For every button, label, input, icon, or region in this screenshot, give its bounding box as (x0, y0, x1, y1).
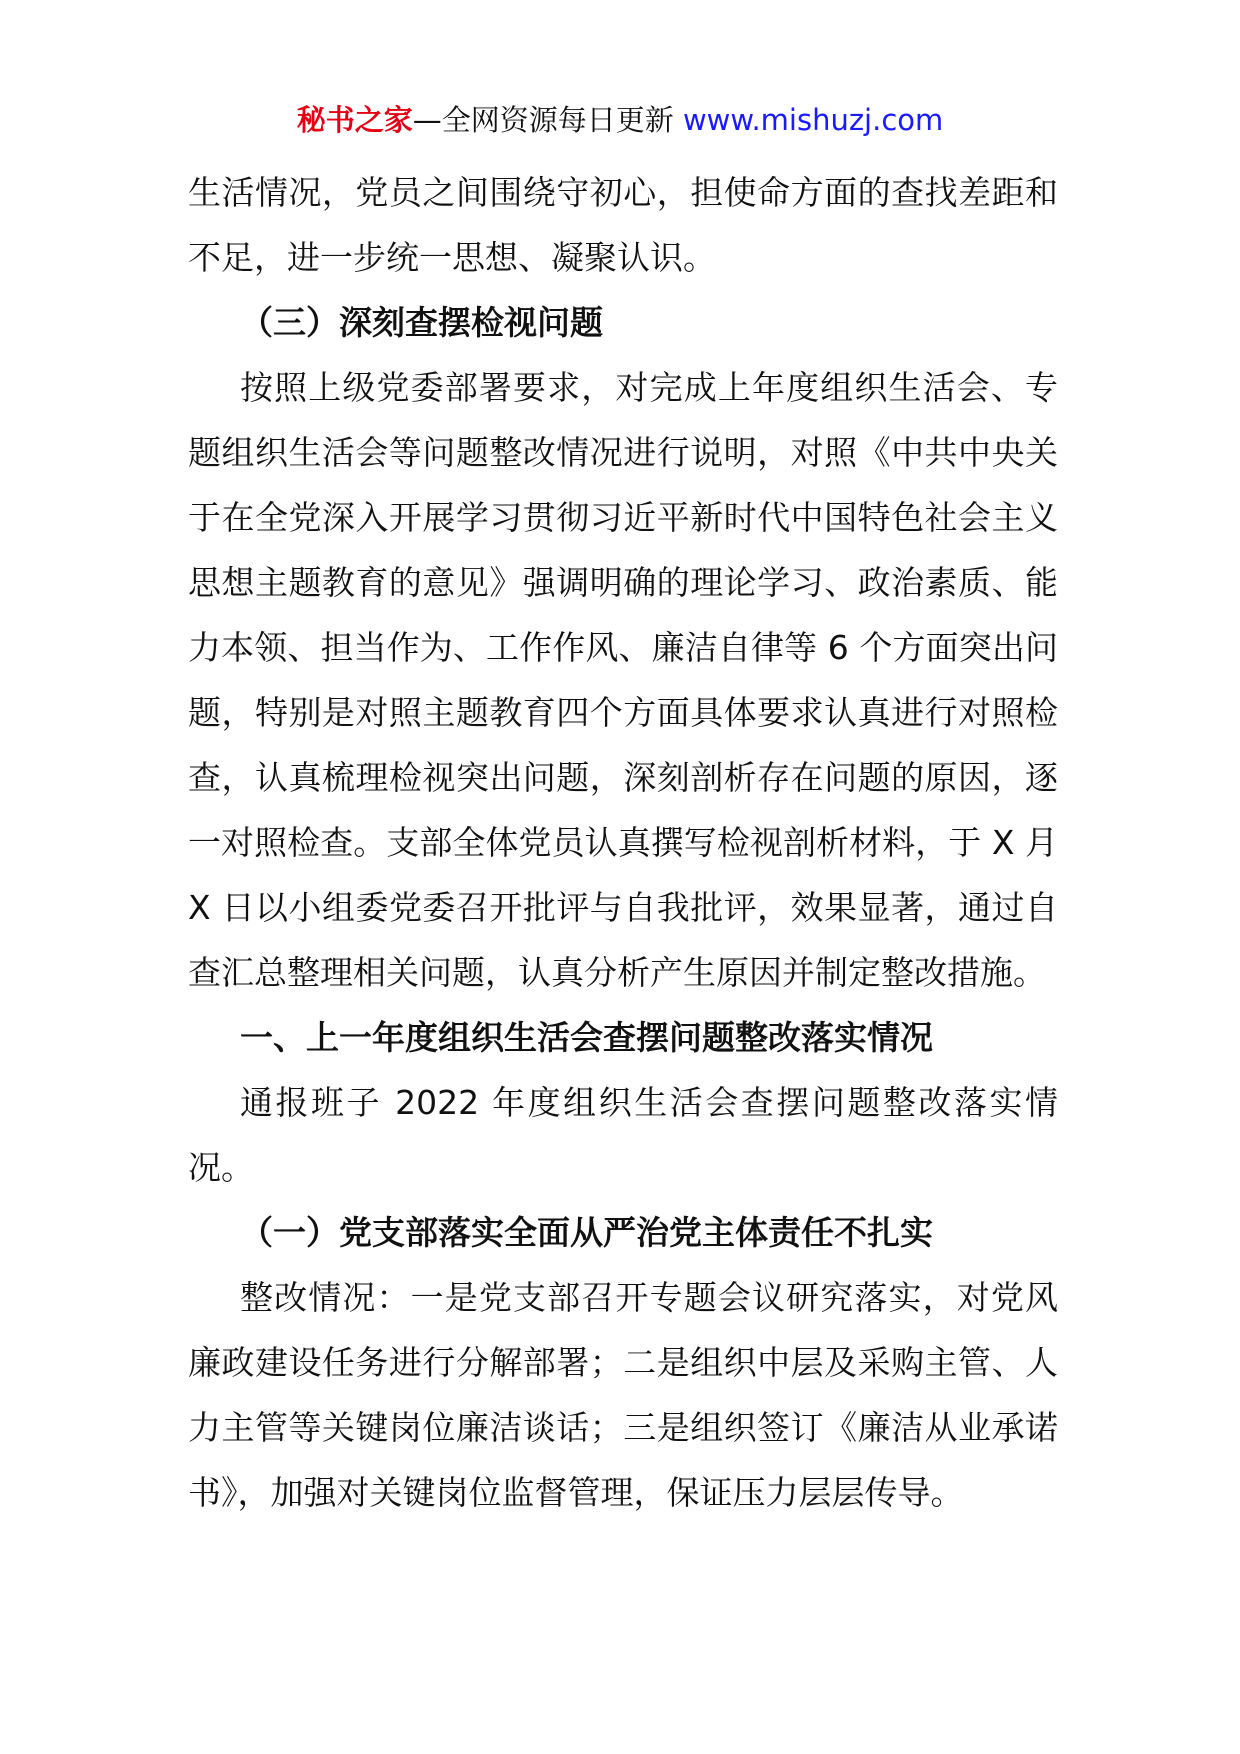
paragraph-rectification: 整改情况：一是党支部召开专题会议研究落实，对党风廉政建设任务进行分解部署；二是组织中层及采购主管、人力主管等关键岗位廉洁谈话；三是组织签订《廉洁从业承诺书》，加强对关键岗位监督管理，保证压力层层传导。 (188, 1278, 1058, 1512)
watermark-header (0, 100, 1240, 140)
site-brand: 秘书之家 (296, 103, 413, 137)
site-slogan: —全网资源每日更新 (412, 103, 674, 137)
section-heading-3: （三）深刻查摆检视问题 (240, 303, 603, 342)
section-heading-1: 一、上一年度组织生活会查摆问题整改落实情况 (240, 1018, 933, 1057)
site-url: www.mishuzj.com (682, 103, 944, 137)
paragraph-continued: 生活情况，党员之间围绕守初心，担使命方面的查找差距和不足，进一步统一思想、凝聚认识。 (188, 173, 1058, 277)
document-body (188, 160, 1058, 1525)
paragraph-report-2022: 通报班子 2022 年度组织生活会查摆问题整改落实情况。 (188, 1083, 1058, 1187)
subsection-heading-1: （一）党支部落实全面从严治党主体责任不扎实 (240, 1213, 933, 1252)
paragraph-review-problems: 按照上级党委部署要求，对完成上年度组织生活会、专题组织生活会等问题整改情况进行说明，对照《中共中央关于在全党深入开展学习贯彻习近平新时代中国特色社会主义思想主题教育的意见》强调明确的理论学习、政治素质、能力本领、担当作为、工作作风、廉洁自律等 6 个方面突出问题，特别是对照主题教育四个方面具体要求认真进行对照检查，认真梳理检视突出问题，深刻剖析存在问题的原因，逐一对照检查。支部全体党员认真撰写检视剖析材料，于 X 月 X 日以小组委党委召开批评与自我批评，效果显著，通过自查汇总整理相关问题，认真分析产生原因并制定整改措施。 (188, 368, 1058, 992)
